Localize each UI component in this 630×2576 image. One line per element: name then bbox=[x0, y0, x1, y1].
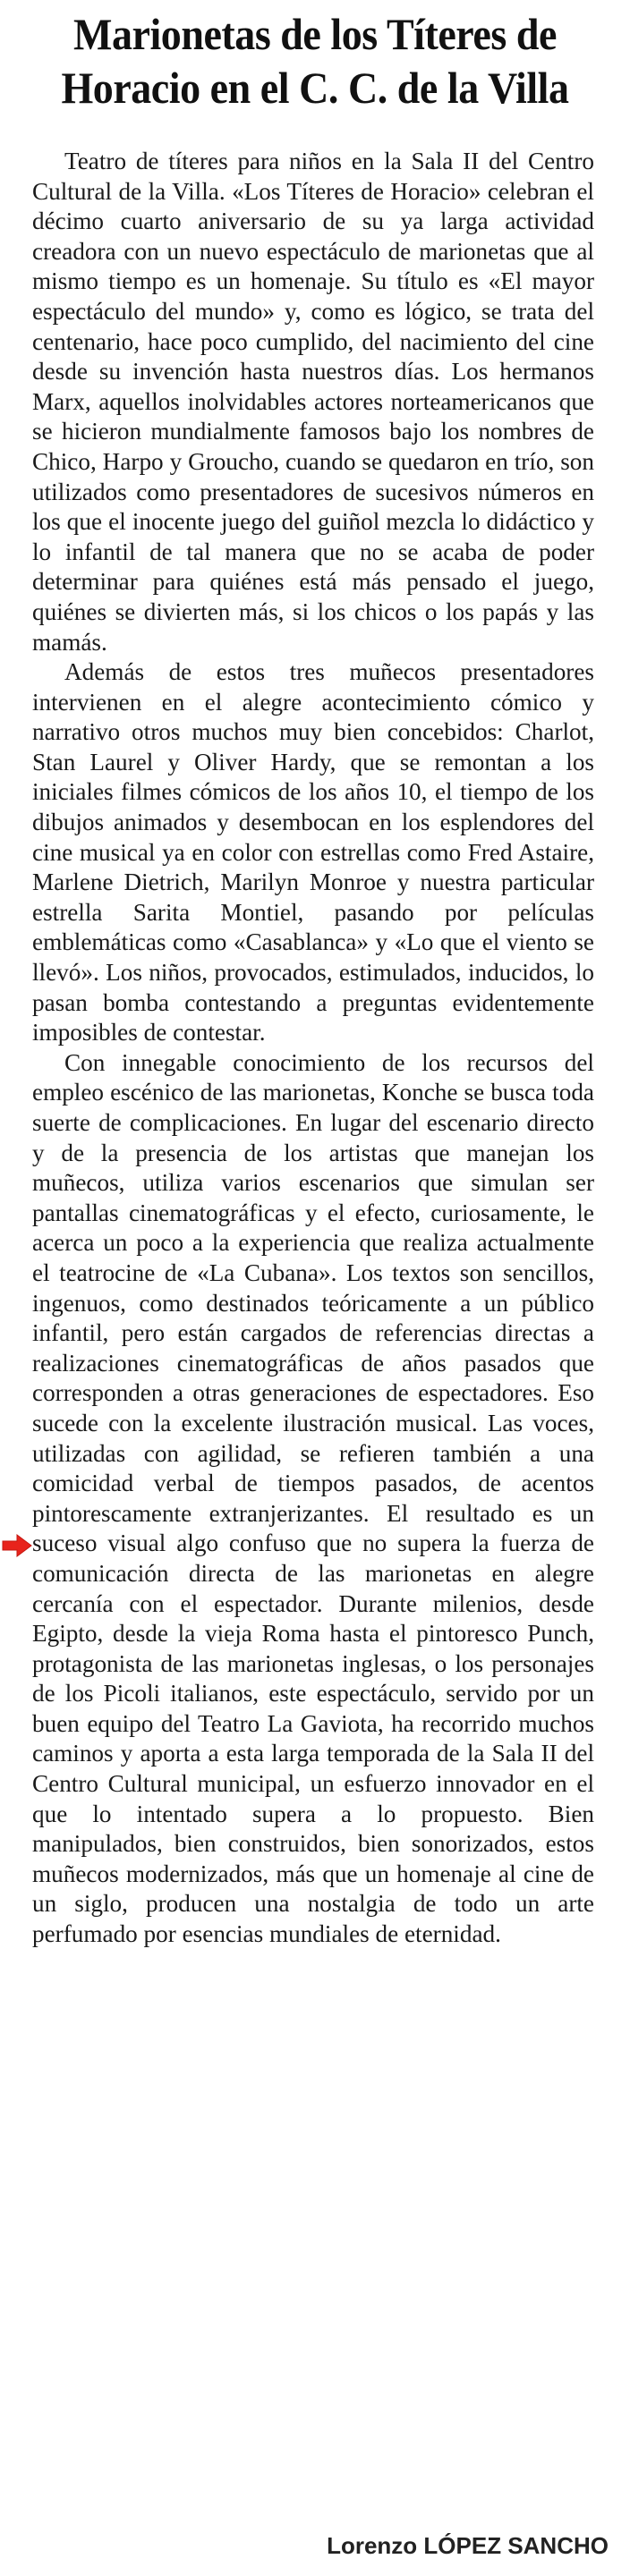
article-paragraph-3: Con innegable conocimiento de los recursos del empleo escénico de las marionetas, Konche se busca toda suerte de complicaciones. En lugar del escenario directo y de la presencia de los artistas que manejan los muñecos, utiliza varios escenarios que simulan ser pantallas cinematográficas y el efecto, curiosamente, le acerca un poco a la experiencia que realiza actualmente el teatrocine de «La Cubana». Los textos son sencillos, ingenuos, como destinados teóricamente a un público infantil, pero están cargados de referencias directas a realizaciones cinematográficas de años pasados que corresponden a otras generaciones de espectadores. Eso sucede con la excelente ilustración musical. Las voces, utilizadas con agilidad, se refieren también a una comicidad verbal de tiempos pasados, de acentos pintorescamente extranjerizantes. El resultado es un suceso visual algo confuso que no supera la fuerza de comunicación directa de las marionetas en alegre cercanía con el espectador. Durante milenios, desde Egipto, desde la vieja Roma hasta el pintoresco Punch, protagonista de las marionetas inglesas, o los personajes de los Picoli italianos, este espectáculo, servido por un buen equipo del Teatro La Gaviota, ha recorrido muchos caminos y aporta a esta larga temporada de la Sala II del Centro Cultural municipal, un esfuerzo innovador en el que lo intentado supera a lo propuesto. Bien manipulados, bien construidos, bien sonorizados, estos muñecos modernizados, más que un homenaje al cine de un siglo, producen una nostalgia de todo un arte perfumado por esencias mundiales de eternidad. bbox=[32, 1048, 594, 1948]
article-headline: Marionetas de los Títeres de Horacio en el C. C. de la Villa bbox=[61, 9, 569, 113]
byline-surname: LÓPEZ SANCHO bbox=[423, 2532, 609, 2559]
article-body bbox=[32, 147, 594, 1950]
article-paragraph-1: Teatro de títeres para niños en la Sala II del Centro Cultural de la Villa. «Los Títeres de Horacio» celebran el décimo cuarto aniversario de su ya larga actividad creadora con un nuevo espectáculo de marionetas que al mismo tiempo es un homenaje. Su título es «El mayor espectáculo del mundo» y, como es lógico, se trata del centenario, hace poco cumplido, del nacimiento del cine desde su invención hasta nuestros días. Los hermanos Marx, aquellos inolvidables actores norteamericanos que se hicieron mundialmente famosos bajo los nombres de Chico, Harpo y Groucho, cuando se quedaron en trío, son utilizados como presentadores de sucesivos números en los que el inocente juego del guiñol mezcla lo didáctico y lo infantil de tal manera que no se acaba de poder determinar para quiénes está más pensado el juego, quiénes se divierten más, si los chicos o los papás y las mamás. bbox=[32, 148, 594, 656]
article-byline bbox=[327, 2531, 609, 2560]
red-arrow-icon bbox=[2, 1533, 32, 1558]
article-paragraph-2: Además de estos tres muñecos presentadores intervienen en el alegre acontecimiento cómico y narrativo otros muchos muy bien concebidos: Charlot, Stan Laurel y Oliver Hardy, que se remontan a los iniciales filmes cómicos de los años 10, el tiempo de los dibujos animados y desembocan en los esplendores del cine musical ya en color con estrellas como Fred Astaire, Marlene Dietrich, Marilyn Monroe y nuestra particular estrella Sarita Montiel, pasando por películas emblemáticas como «Casablanca» y «Lo que el viento se llevó». Los niños, provocados, estimulados, inducidos, lo pasan bomba contestando a preguntas evidentemente imposibles de contestar. bbox=[32, 658, 594, 1046]
byline-given-name: Lorenzo bbox=[327, 2532, 418, 2559]
